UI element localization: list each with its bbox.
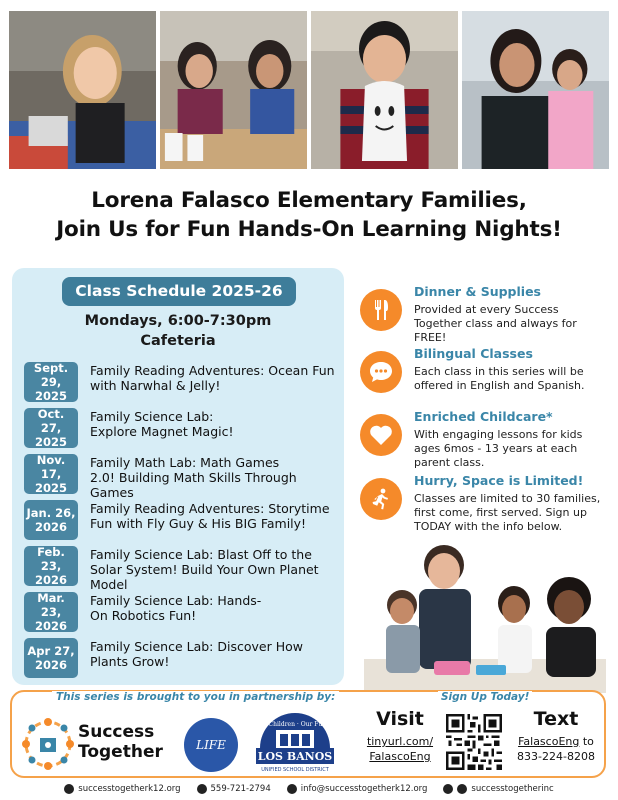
feature-title: Enriched Childcare* xyxy=(414,409,553,424)
feature-title: Dinner & Supplies xyxy=(414,284,541,299)
text-label: Text xyxy=(533,708,579,730)
feature-desc: Each class in this series will be offered in English and Spanish. xyxy=(414,365,585,392)
schedule-item xyxy=(24,453,339,500)
running-person-icon xyxy=(360,478,402,520)
schedule-date: Oct. 27, 2025 xyxy=(24,408,78,448)
mother-with-baby-photo xyxy=(462,11,609,169)
los-banos-usd-logo xyxy=(252,710,338,776)
headline-line-2: Join Us for Fun Hands-On Learning Nights! xyxy=(56,217,562,242)
feature-dinner-supplies xyxy=(360,284,610,344)
schedule-date: Jan. 26, 2026 xyxy=(24,500,78,540)
text-section xyxy=(506,708,606,764)
feature-desc: Classes are limited to 30 families, first come, first served. Sign up TODAY with the info below. xyxy=(414,492,601,533)
feature-enriched-childcare xyxy=(360,409,610,469)
text-instructions: FalascoEng to 833-224-8208 xyxy=(506,734,606,764)
feature-space-limited xyxy=(360,473,610,537)
facebook-icon xyxy=(457,784,467,794)
schedule-item xyxy=(24,592,339,634)
schedule-item xyxy=(24,545,339,592)
schedule-time-location xyxy=(12,311,344,351)
instagram-icon xyxy=(443,784,453,794)
schedule-event: Family Math Lab: Math Games 2.0! Building Math Skills Through Games xyxy=(90,455,297,500)
schedule-event: Family Science Lab: Explore Magnet Magic! xyxy=(90,409,234,439)
svg-text:LOS BANOS: LOS BANOS xyxy=(257,750,333,763)
schedule-event: Family Science Lab: Hands-On Robotics Fun! xyxy=(90,593,262,623)
family-photo xyxy=(364,541,606,693)
photo-strip xyxy=(9,11,609,169)
feature-desc: Provided at every Success Together class and always for FREE! xyxy=(414,303,577,344)
svg-text:Our Children · Our Future: Our Children · Our Future xyxy=(255,721,335,728)
partner-label: This series is brought to you in partnership by: xyxy=(52,691,339,703)
headline xyxy=(0,186,618,244)
visit-section xyxy=(352,708,448,764)
text-number[interactable]: 833-224-8208 xyxy=(517,750,595,763)
visit-url[interactable]: tinyurl.com/ FalascoEng xyxy=(366,735,434,763)
class-schedule-panel xyxy=(12,268,344,685)
schedule-event: Family Reading Adventures: Storytime Fun with Fly Guy & His BIG Family! xyxy=(90,501,330,531)
success-together-name: Success Together xyxy=(78,722,163,762)
visit-label: Visit xyxy=(376,708,424,730)
schedule-item xyxy=(24,362,339,404)
schedule-date: Feb. 23, 2026 xyxy=(24,546,78,586)
schedule-item xyxy=(24,500,339,542)
text-keyword[interactable]: FalascoEng xyxy=(518,735,580,748)
sign-up-label: Sign Up Today! xyxy=(438,691,532,703)
schedule-item xyxy=(24,638,339,680)
schedule-time: Mondays, 6:00-7:30pm xyxy=(84,313,272,329)
footer-social[interactable]: successtogetherinc xyxy=(443,784,553,794)
boy-with-paper-ghost-photo xyxy=(311,11,458,169)
partner-box xyxy=(10,690,606,778)
heart-icon xyxy=(360,414,402,456)
schedule-title: Class Schedule 2025-26 xyxy=(62,277,296,306)
footer-contact xyxy=(0,781,618,797)
footer-website[interactable]: successtogetherk12.org xyxy=(64,784,180,794)
feature-title: Hurry, Space is Limited! xyxy=(414,473,584,488)
email-icon xyxy=(287,784,297,794)
footer-phone[interactable]: 559-721-2794 xyxy=(197,784,271,794)
schedule-date: Mar. 23, 2026 xyxy=(24,592,78,632)
footer-email[interactable]: info@successtogetherk12.org xyxy=(287,784,428,794)
schedule-date: Nov. 17, 2025 xyxy=(24,454,78,494)
qr-code[interactable] xyxy=(446,714,502,770)
svg-text:UNIFIED SCHOOL DISTRICT: UNIFIED SCHOOL DISTRICT xyxy=(261,767,329,773)
success-together-logo xyxy=(20,716,76,772)
feature-desc: With engaging lessons for kids ages 6mos - 13 years at each parent class. xyxy=(414,428,583,469)
feature-title: Bilingual Classes xyxy=(414,346,533,361)
schedule-date: Sept. 29, 2025 xyxy=(24,362,78,402)
schedule-event: Family Reading Adventures: Ocean Fun with Narwhal & Jelly! xyxy=(90,363,335,393)
fork-knife-icon xyxy=(360,289,402,331)
schedule-event: Family Science Lab: Blast Off to the Solar System! Build Your Own Planet Model xyxy=(90,547,319,592)
mother-and-children-photo xyxy=(160,11,307,169)
globe-icon xyxy=(64,784,74,794)
schedule-date: Apr 27, 2026 xyxy=(24,638,78,678)
life-logo: LIFE xyxy=(184,718,238,772)
feature-bilingual-classes xyxy=(360,346,610,406)
schedule-item xyxy=(24,408,339,450)
phone-icon xyxy=(197,784,207,794)
girl-with-glasses-photo xyxy=(9,11,156,169)
schedule-event: Family Science Lab: Discover How Plants Grow! xyxy=(90,639,303,669)
headline-line-1: Lorena Falasco Elementary Families, xyxy=(91,188,527,213)
schedule-location: Cafeteria xyxy=(140,333,216,349)
chat-bubble-icon xyxy=(360,351,402,393)
